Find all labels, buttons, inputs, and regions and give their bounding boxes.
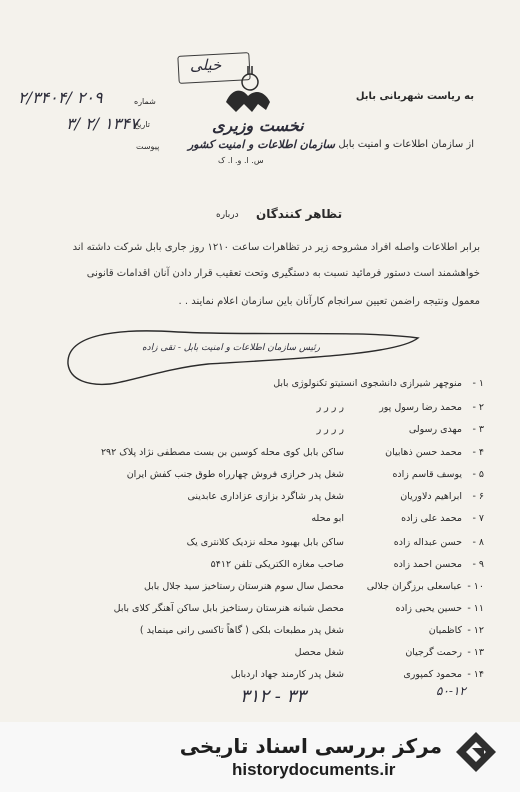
list-item-number: ۶ - — [472, 491, 484, 502]
classification-stamp-text: خیلی — [190, 56, 222, 74]
subject-value: تظاهر کنندگان — [256, 207, 343, 221]
letter-number-label: شماره — [134, 97, 156, 106]
list-item — [316, 402, 484, 413]
list-item — [316, 424, 484, 435]
list-item-name: منوچهر شیرازی دانشجوی انستیتو تکنولوژی بابل — [273, 378, 462, 389]
letter-number-value: ۲/۳۴۰۴/ ۲۰۹ — [18, 88, 103, 107]
list-item-number: ۸ - — [472, 537, 484, 548]
list-item — [139, 625, 484, 636]
list-item — [100, 447, 484, 458]
list-item-name: رحمت گرجیان — [405, 647, 462, 658]
watermark-title: مرکز بررسی اسناد تاریخی — [179, 734, 442, 758]
list-item-detail: ر ر ر ر — [316, 424, 344, 435]
ministry-title: نخست وزیری — [212, 116, 304, 135]
list-item-detail: شغل محصل — [294, 647, 344, 658]
org-title: سازمان اطلاعات و امنیت کشور — [188, 138, 335, 151]
list-item — [113, 603, 484, 614]
archive-logo-icon — [450, 726, 502, 778]
list-item-name: حسین یحیی زاده — [395, 603, 462, 614]
list-item — [230, 669, 484, 680]
list-item-name: محسن احمد زاده — [393, 559, 462, 570]
list-item-number: ۱۱ - — [467, 603, 484, 614]
list-item-detail: شغل پدر کارمند جهاد اردبابل — [230, 669, 344, 680]
list-item — [273, 378, 484, 389]
list-item-detail: شغل پدر شاگرد بزازی عزاداری عابدینی — [187, 491, 344, 502]
list-item-detail: شغل پدر مطبعات بلکی ( گاهاً تاکسی رانی مینماید ) — [139, 625, 344, 636]
body-line-1: برابر اطلاعات واصله افراد مشروحه زیر در تظاهرات ساعت ۱۲۱۰ روز جاری بابل شرکت داشته اند — [72, 242, 480, 253]
list-item — [210, 559, 484, 570]
list-item-detail: صاحب مغازه الکتریکی تلفن ۵۴۱۲ — [210, 559, 344, 570]
list-item-name: یوسف قاسم زاده — [392, 469, 462, 480]
list-item-number: ۹ - — [472, 559, 484, 570]
list-item-number: ۱۴ - — [467, 669, 484, 680]
signature-note: رئیس سازمان اطلاعات و امنیت بابل - تقی زاده — [141, 343, 320, 353]
list-item-detail: ساکن بابل کوی محله کوسین بن بست مصطفی نژاد پلاک ۲۹۲ — [100, 447, 344, 458]
list-item — [294, 647, 484, 658]
list-item-name: ابراهیم دلاوریان — [400, 491, 462, 502]
list-item-number: ۵ - — [472, 469, 484, 480]
list-item-name: کاظمیان — [428, 625, 462, 636]
list-item-name: محمد حسن ذهابیان — [385, 447, 462, 458]
list-item-detail: شغل پدر خرازی فروش چهارراه طوق جنب کفش ایران — [126, 469, 344, 480]
list-item — [126, 469, 484, 480]
list-item-number: ۴ - — [472, 447, 484, 458]
list-item-name: محمد رضا رسول پور — [379, 402, 462, 413]
sender-line: از سازمان اطلاعات و امنیت بابل — [338, 139, 474, 150]
list-item-detail: ر ر ر ر — [316, 402, 344, 413]
list-item-name: محمود کمپوری — [403, 669, 462, 680]
body-line-2: خواهشمند است دستور فرمائید نسبت به دستگیری وتحت تعقیب قرار دادن آنان اقدامات قانونی — [86, 268, 480, 279]
list-item-number: ۱۰ - — [467, 581, 484, 592]
list-item-name: عباسعلی برزگران جلالی — [366, 581, 462, 592]
reference-code: ۵۰-۱۲ — [436, 684, 466, 698]
list-item-number: ۳ - — [472, 424, 484, 435]
list-item — [186, 537, 484, 548]
org-code: س. ا. و. ا. ک — [218, 156, 264, 165]
list-item — [187, 491, 484, 502]
list-item-detail: محصل سال سوم هنرستان رستاخیز سید جلال بابل — [143, 581, 344, 592]
list-item-name: حسن عبداله زاده — [393, 537, 462, 548]
list-item-name: محمد علی زاده — [401, 513, 462, 524]
list-item-number: ۱۳ - — [467, 647, 484, 658]
list-item-detail: ساکن بابل بهبود محله نزدیک کلانتری یک — [186, 537, 344, 548]
lion-and-sun-emblem-icon — [218, 62, 278, 122]
list-item-detail: محصل شبانه هنرستان رستاخیز بابل ساکن آهنگر کلای بابل — [113, 603, 344, 614]
list-item-number: ۲ - — [472, 402, 484, 413]
file-code: ۳۱۲ - ۳۳ — [240, 686, 306, 707]
recipient-line: به ریاست شهربانی بابل — [355, 91, 474, 102]
list-item-detail: ابو محله — [311, 513, 344, 524]
list-item-number: ۱ - — [472, 378, 484, 389]
letter-date-label: تاریخ — [134, 120, 150, 129]
list-item — [311, 513, 484, 524]
list-item-number: ۱۲ - — [467, 625, 484, 636]
list-item-name: مهدی رسولی — [408, 424, 462, 435]
watermark-url: historydocuments.ir — [232, 760, 396, 779]
letter-date-value: ۳/ ۲/ ۱۳۴۷ — [66, 114, 139, 133]
attachment-label: پیوست — [136, 142, 160, 151]
subject-label: درباره — [216, 210, 239, 220]
list-item-number: ۷ - — [472, 513, 484, 524]
body-line-3: معمول ونتیجه راضمن تعیین سرانجام کارآنان باین سازمان اعلام نمایند . . — [178, 296, 480, 307]
list-item — [143, 581, 484, 592]
